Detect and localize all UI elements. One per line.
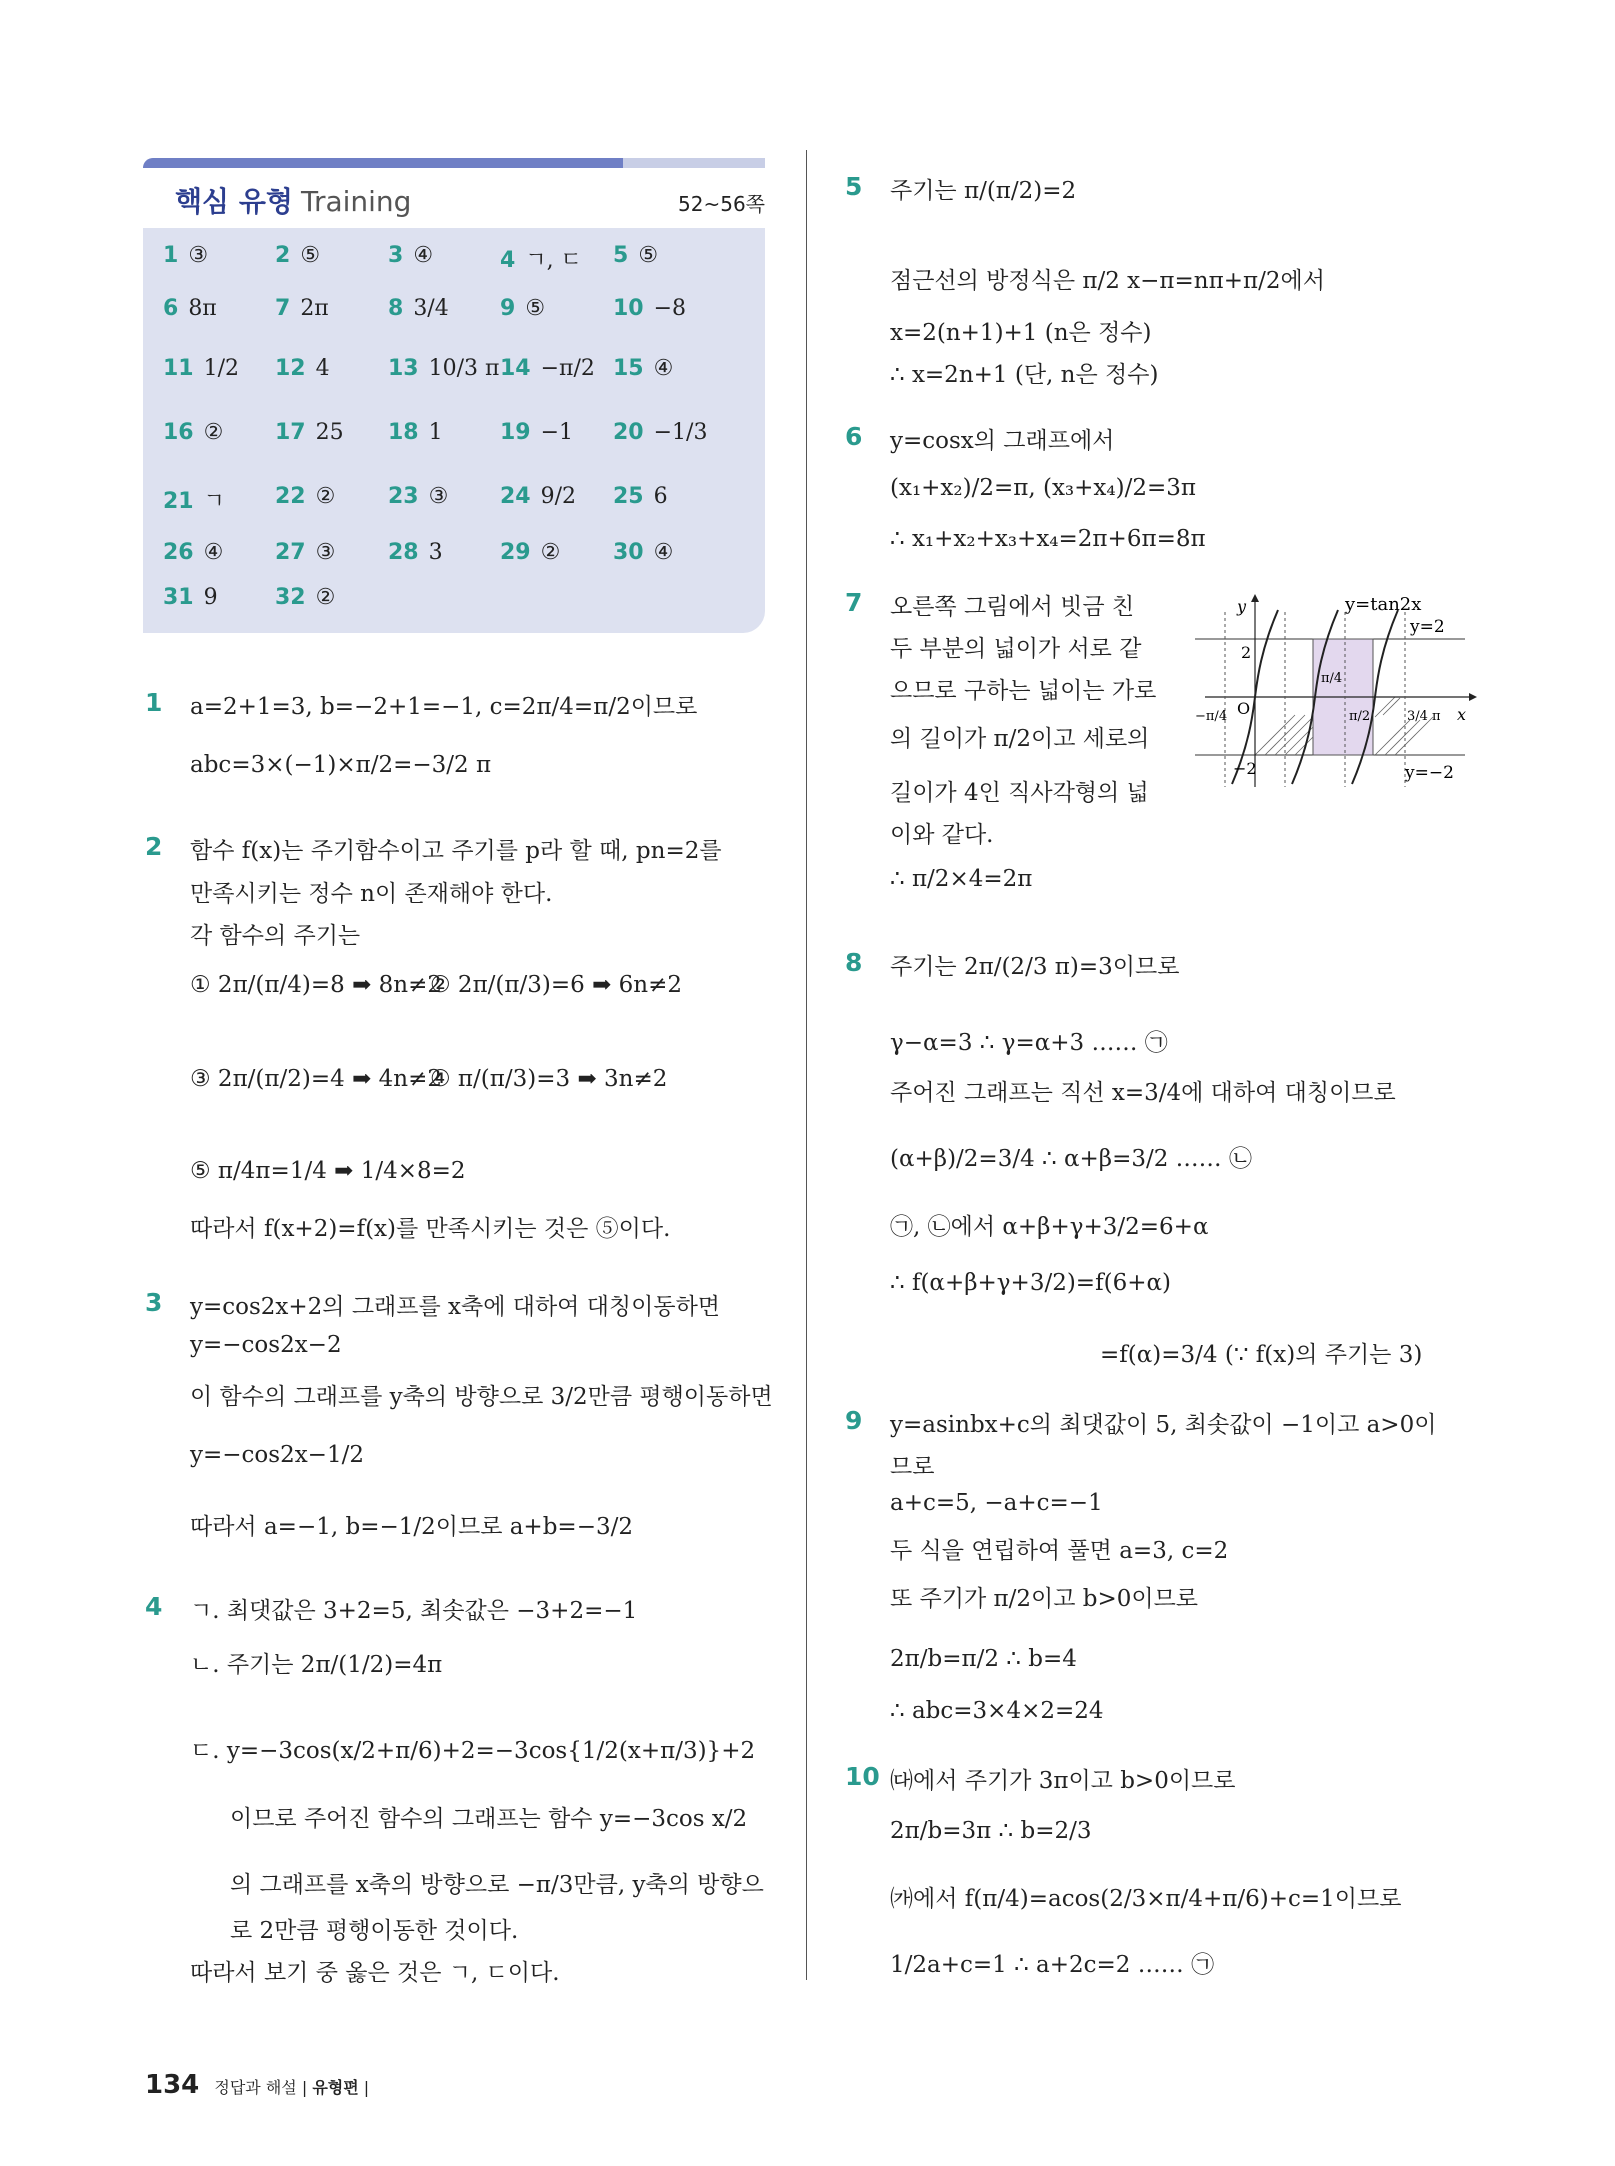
solution-line: ㄴ. 주기는 2π/(1/2)=4π — [190, 1652, 443, 1678]
solution-line: γ−α=3 ∴ γ=α+3 …… ㉠ — [890, 1030, 1168, 1056]
answer-item — [388, 540, 443, 565]
tan-graph-figure — [1195, 592, 1485, 787]
answer-value: ② — [315, 585, 336, 610]
training-pages: 52~56쪽 — [678, 192, 765, 216]
solution-line: y=asinbx+c의 최댓값이 5, 최솟값이 −1이고 a>0이 — [890, 1412, 1437, 1438]
answer-number: 7 — [275, 296, 291, 321]
answer-item — [163, 296, 217, 321]
answer-number: 27 — [275, 540, 306, 565]
answer-item — [163, 585, 218, 610]
answer-value: ② — [315, 484, 336, 509]
solution-line: 의 길이가 π/2이고 세로의 — [890, 726, 1150, 752]
solution-line: x=2(n+1)+1 (n은 정수) — [890, 320, 1152, 346]
choice-2: ② 2π/(π/3)=6 ➡ 6n≠2 — [430, 972, 683, 998]
solution-line: ㉠, ㉡에서 α+β+γ+3/2=6+α — [890, 1214, 1209, 1240]
answer-number: 32 — [275, 585, 306, 610]
answer-number: 26 — [163, 540, 194, 565]
footer-label: 정답과 해설 — [214, 2078, 297, 2097]
solution-line: 점근선의 방정식은 π/2 x−π=nπ+π/2에서 — [890, 268, 1325, 294]
solution-line: ∴ f(α+β+γ+3/2)=f(6+α) — [890, 1270, 1171, 1296]
answer-value: 4 — [315, 356, 330, 381]
answer-number: 11 — [163, 356, 194, 381]
header-bar-accent — [143, 158, 623, 168]
answer-item — [500, 420, 573, 445]
page-footer: 134 정답과 해설 | 유형편 | — [145, 2070, 370, 2100]
answer-item — [275, 585, 335, 610]
solution-line: 주기는 2π/(2/3 π)=3이므로 — [890, 954, 1180, 980]
solution-line: ∴ π/2×4=2π — [890, 866, 1033, 892]
y-axis-label: y — [1237, 597, 1247, 616]
problem-number: 10 — [845, 1762, 880, 1791]
answer-number: 2 — [275, 243, 291, 268]
solution-line: 각 함수의 주기는 — [190, 923, 361, 949]
answer-number: 31 — [163, 585, 194, 610]
problem-number: 6 — [845, 422, 863, 451]
solution-line: y=cosx의 그래프에서 — [890, 428, 1115, 454]
origin-label: O — [1237, 699, 1251, 718]
solution-line: 1/2a+c=1 ∴ a+2c=2 …… ㉠ — [890, 1952, 1215, 1978]
answer-number: 3 — [388, 243, 404, 268]
answer-number: 15 — [613, 356, 644, 381]
answer-value: 3/4 — [413, 296, 449, 321]
problem-number: 3 — [145, 1288, 163, 1317]
answer-value: ④ — [413, 243, 434, 268]
solution-line: a=2+1=3, b=−2+1=−1, c=2π/4=π/2이므로 — [190, 694, 698, 720]
answer-number: 14 — [500, 356, 531, 381]
answer-value: ④ — [653, 356, 674, 381]
answer-item — [275, 540, 335, 565]
solution-line: y=cos2x+2의 그래프를 x축에 대하여 대칭이동하면 — [190, 1294, 721, 1320]
solution-line: abc=3×(−1)×π/2=−3/2 π — [190, 752, 492, 778]
solution-line: 으므로 구하는 넓이는 가로 — [890, 678, 1157, 704]
training-box — [143, 158, 765, 633]
training-title: 핵심 유형 Training — [175, 185, 412, 218]
solution-line: ㄷ. y=−3cos(x/2+π/6)+2=−3cos{1/2(x+π/3)}+2 — [190, 1738, 756, 1764]
answer-number: 28 — [388, 540, 419, 565]
solution-line: ∴ x=2n+1 (단, n은 정수) — [890, 362, 1159, 388]
solution-line: =f(α)=3/4 (∵ f(x)의 주기는 3) — [1100, 1342, 1423, 1368]
problem-number: 1 — [145, 688, 163, 717]
solution-line: 2π/b=π/2 ∴ b=4 — [890, 1646, 1077, 1672]
answer-number: 17 — [275, 420, 306, 445]
answer-item — [275, 420, 344, 445]
answer-item — [500, 296, 545, 321]
answer-number: 20 — [613, 420, 644, 445]
footer-section: 유형편 — [312, 2078, 359, 2097]
solution-line: ㈎에서 f(π/4)=acos(2/3×π/4+π/6)+c=1이므로 — [890, 1886, 1402, 1912]
answer-value: −π/2 — [540, 356, 595, 381]
answer-number: 29 — [500, 540, 531, 565]
answer-number: 24 — [500, 484, 531, 509]
answer-item — [275, 356, 330, 381]
tick-pi-2: π/2 — [1349, 709, 1371, 724]
solution-line: 두 부분의 넓이가 서로 같 — [890, 636, 1142, 662]
answer-value: ⑤ — [638, 243, 659, 268]
answer-number: 22 — [275, 484, 306, 509]
answer-value: 2π — [300, 296, 329, 321]
answer-number: 4 — [500, 248, 516, 273]
answer-item — [613, 420, 707, 445]
solution-line: ∴ x₁+x₂+x₃+x₄=2π+6π=8π — [890, 526, 1206, 552]
answer-item — [163, 356, 239, 381]
solution-line: 함수 f(x)는 주기함수이고 주기를 p라 할 때, pn=2를 — [190, 838, 722, 864]
answer-number: 13 — [388, 356, 419, 381]
problem-number: 5 — [845, 172, 863, 201]
line-label-bottom: y=−2 — [1405, 763, 1454, 783]
answer-item — [500, 243, 582, 274]
answer-value: ⑤ — [300, 243, 321, 268]
tick-minus-pi-4: −π/4 — [1195, 709, 1228, 724]
choice-4: ④ π/(π/3)=3 ➡ 3n≠2 — [430, 1066, 668, 1092]
solution-line: 주기는 π/(π/2)=2 — [890, 178, 1077, 204]
answer-value: ② — [540, 540, 561, 565]
solution-line: 길이가 4인 직사각형의 넓 — [890, 780, 1149, 806]
tick-two: 2 — [1241, 643, 1252, 662]
solution-line: y=−cos2x−1/2 — [190, 1442, 364, 1468]
solution-line: 또 주기가 π/2이고 b>0이므로 — [890, 1586, 1199, 1612]
choice-5: ⑤ π/4π=1/4 ➡ 1/4×8=2 — [190, 1158, 466, 1184]
solution-line: 이와 같다. — [890, 822, 994, 848]
answer-value: ② — [203, 420, 224, 445]
answer-value: 3 — [428, 540, 443, 565]
answer-item — [388, 243, 433, 268]
answer-item — [388, 484, 448, 509]
answer-value: ③ — [188, 243, 209, 268]
solution-line: 의 그래프를 x축의 방향으로 −π/3만큼, y축의 방향으 — [230, 1872, 764, 1898]
answer-number: 21 — [163, 489, 194, 514]
page-number: 134 — [145, 2070, 200, 2100]
line-label-top: y=2 — [1410, 617, 1445, 637]
answer-number: 30 — [613, 540, 644, 565]
answer-item — [163, 540, 223, 565]
answer-value: ③ — [315, 540, 336, 565]
answer-item — [613, 243, 658, 268]
solution-line: 주어진 그래프는 직선 x=3/4에 대하여 대칭이므로 — [890, 1080, 1396, 1106]
answer-item — [163, 420, 223, 445]
answer-number: 25 — [613, 484, 644, 509]
answer-item — [613, 356, 673, 381]
answer-number: 16 — [163, 420, 194, 445]
answer-value: ④ — [203, 540, 224, 565]
problem-number: 4 — [145, 1592, 163, 1621]
answer-value: −1/3 — [653, 420, 708, 445]
solution-line: (α+β)/2=3/4 ∴ α+β=3/2 …… ㉡ — [890, 1146, 1252, 1172]
answer-item — [500, 356, 595, 381]
answer-value: 10/3 π — [428, 356, 500, 381]
solution-line: ∴ abc=3×4×2=24 — [890, 1698, 1104, 1724]
answer-item — [388, 296, 449, 321]
answer-value: 1/2 — [203, 356, 240, 381]
answer-number: 5 — [613, 243, 629, 268]
choice-3: ③ 2π/(π/2)=4 ➡ 4n≠2 — [190, 1066, 443, 1092]
x-axis-label: x — [1457, 705, 1467, 724]
answer-number: 10 — [613, 296, 644, 321]
solution-line: 로 2만큼 평행이동한 것이다. — [230, 1918, 519, 1944]
answer-value: 25 — [315, 420, 344, 445]
answer-item — [275, 484, 335, 509]
answer-item — [275, 243, 320, 268]
solution-line: 므로 — [890, 1454, 935, 1480]
answer-item — [275, 296, 329, 321]
answer-number: 1 — [163, 243, 179, 268]
answer-value: −8 — [653, 296, 687, 321]
solution-line: 따라서 a=−1, b=−1/2이므로 a+b=−3/2 — [190, 1514, 633, 1540]
choice-1: ① 2π/(π/4)=8 ➡ 8n≠2 — [190, 972, 443, 998]
answer-item — [500, 484, 576, 509]
answer-number: 23 — [388, 484, 419, 509]
answer-number: 12 — [275, 356, 306, 381]
problem-number: 8 — [845, 948, 863, 977]
solution-line: a+c=5, −a+c=−1 — [890, 1490, 1103, 1516]
tick-3pi-4: 3/4 π — [1407, 709, 1441, 724]
answer-value: 6 — [653, 484, 668, 509]
problem-number: 9 — [845, 1406, 863, 1435]
curve-label: y=tan2x — [1345, 594, 1422, 615]
solution-line: 이 함수의 그래프를 y축의 방향으로 3/2만큼 평행이동하면 — [190, 1384, 773, 1410]
answer-item — [163, 484, 225, 515]
solution-line: (x₁+x₂)/2=π, (x₃+x₄)/2=3π — [890, 475, 1196, 501]
solution-line: ㄱ. 최댓값은 3+2=5, 최솟값은 −3+2=−1 — [190, 1598, 638, 1624]
answer-value: 1 — [428, 420, 443, 445]
solution-line: ㈐에서 주기가 3π이고 b>0이므로 — [890, 1768, 1236, 1794]
solution-line: 오른쪽 그림에서 빗금 친 — [890, 594, 1135, 620]
answer-value: ③ — [428, 484, 449, 509]
answer-number: 6 — [163, 296, 179, 321]
answer-value: ④ — [653, 540, 674, 565]
answer-number: 9 — [500, 296, 516, 321]
answer-item — [388, 420, 443, 445]
answer-item — [500, 540, 560, 565]
answer-grid — [143, 228, 765, 633]
solution-line: y=−cos2x−2 — [190, 1332, 342, 1358]
solution-line: 만족시키는 정수 n이 존재해야 한다. — [190, 881, 553, 907]
answer-value: 9 — [203, 585, 218, 610]
solution-line: 따라서 f(x+2)=f(x)를 만족시키는 것은 ⑤이다. — [190, 1216, 671, 1242]
answer-number: 18 — [388, 420, 419, 445]
solution-line: 따라서 보기 중 옳은 것은 ㄱ, ㄷ이다. — [190, 1960, 560, 1986]
answer-number: 19 — [500, 420, 531, 445]
tick-pi-4: π/4 — [1321, 671, 1343, 686]
answer-item — [163, 243, 208, 268]
answer-value: ㄱ — [203, 489, 225, 514]
answer-item — [613, 540, 673, 565]
problem-number: 2 — [145, 832, 163, 861]
answer-value: 8π — [188, 296, 217, 321]
answer-value: ⑤ — [525, 296, 546, 321]
problem-number: 7 — [845, 588, 863, 617]
solution-line: 이므로 주어진 함수의 그래프는 함수 y=−3cos x/2 — [230, 1806, 748, 1832]
answer-value: ㄱ, ㄷ — [525, 248, 582, 273]
column-divider — [806, 150, 807, 1980]
solution-line: 2π/b=3π ∴ b=2/3 — [890, 1818, 1092, 1844]
tick-minus-two: −2 — [1233, 759, 1257, 778]
solution-line: 두 식을 연립하여 풀면 a=3, c=2 — [890, 1538, 1229, 1564]
answer-item — [613, 484, 668, 509]
answer-item — [613, 296, 686, 321]
answer-value: −1 — [540, 420, 574, 445]
answer-number: 8 — [388, 296, 404, 321]
answer-item — [388, 356, 499, 381]
answer-value: 9/2 — [540, 484, 577, 509]
